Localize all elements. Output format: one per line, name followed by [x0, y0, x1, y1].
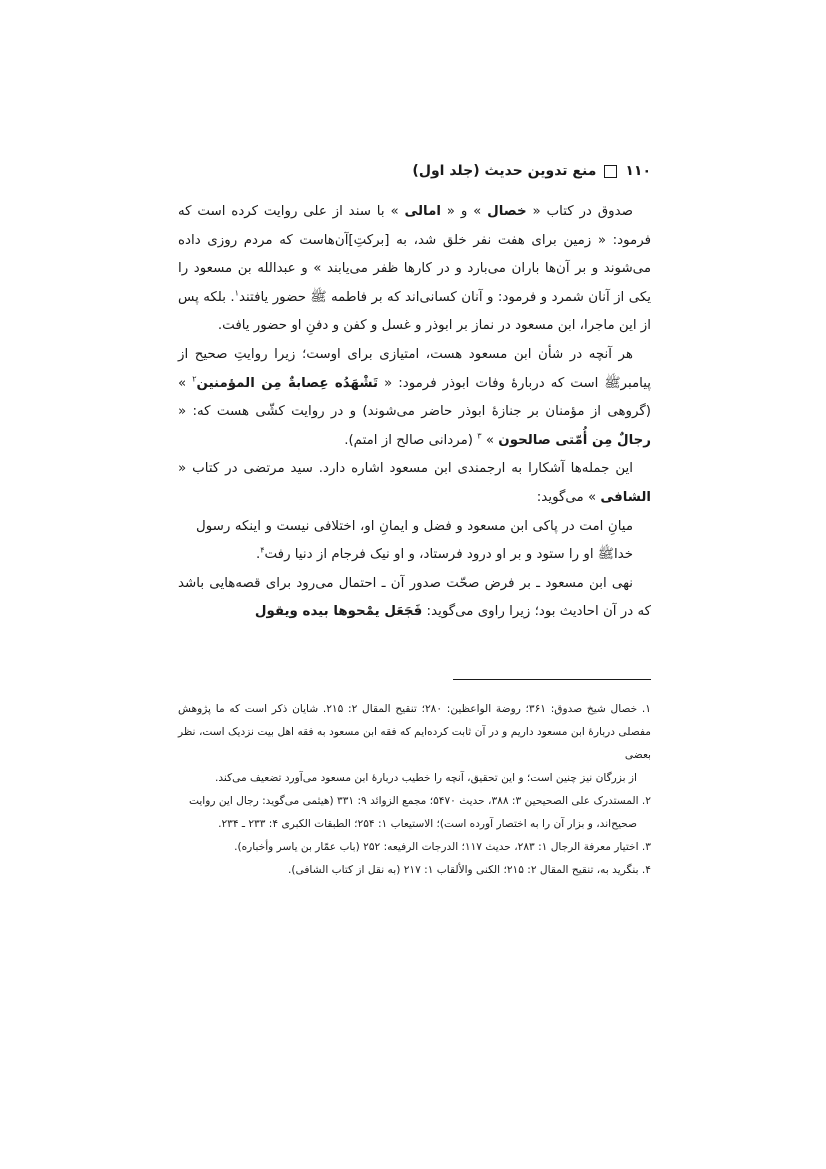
emphasis: امالی — [404, 204, 441, 219]
running-title: منع تدوین حدیث (جلد اول) — [412, 163, 597, 179]
footnote-ref[interactable]: ۳ — [477, 431, 482, 441]
footnotes — [178, 698, 651, 882]
paragraph: صدوق در کتاب « خصال » و « امالی » با سند از علی روایت کرده است که فرمود: « زمین برای هفت نفر خلق شد، به [برکتِ]آن‌هاست که مردم روزی داده می‌شوند و بر آن‌ها باران می‌بارد و در کارها ظفر می‌یابند » و عبدالله بن مسعود را یکی از آنان شمرد و فرمود: و آنان کسانی‌اند که بر فاطمه ﷺ حضور یافتند$^۱$. بلکه پس از این ماجرا، ابن مسعود در نماز بر ابوذر و غسل و کفن و دفنِ او حضور یافت. — [178, 204, 651, 334]
hadith-quote: فَجَعَل یمْحوها بیده ویقول — [254, 604, 423, 620]
footnote-ref[interactable]: ۲ — [192, 374, 197, 384]
footnote: ۴. بنگرید به، تنقیح المقال ۲: ۲۱۵؛ الکنی والألقاب ۱: ۲۱۷ (به نقل از کتاب الشافی). — [288, 863, 651, 876]
book-page — [178, 158, 651, 882]
square-ornament-icon — [604, 165, 617, 178]
footnote-ref[interactable]: ۱ — [234, 288, 239, 298]
emphasis: خصال — [487, 204, 527, 219]
paragraph: این جمله‌ها آشکارا به ارجمندی ابن مسعود اشاره دارد. سید مرتضی در کتاب « الشافی » می‌گوید: — [178, 461, 651, 505]
footnote: ۲. المستدرک علی الصحیحین ۳: ۳۸۸، حدیث ۵۴۷۰؛ مجمع الزوائد ۹: ۳۳۱ (هیثمی می‌گوید: رجال این روایت صحیح‌اند، و بزار آن را به اختصار آورده است)؛ الاستیعاب ۱: ۲۵۴؛ الطبقات الکبری ۴: ۲۳۳ ـ ۲۳۴. — [188, 794, 651, 830]
footnote: ۱. خصال شیخ صدوق: ۳۶۱؛ روضة الواعظین: ۲۸۰؛ تنقیح المقال ۲: ۲۱۵. شایان ذکر است که ما پژوهش مفصلی دربارهٔ ابن مسعود داریم و در آن ثابت کرده‌ایم که فقه ابن مسعود به فقه اهل بیت نزدیک است، نظر بعضی از بزرگان نیز چنین است؛ و این تحقیق، آنچه را خطیب دربارهٔ ابن مسعود می‌آورد تضعیف می‌کند. — [178, 702, 651, 784]
footnote-ref[interactable]: ۴ — [260, 545, 265, 555]
book-title: الشافی — [600, 489, 651, 505]
page-header — [178, 158, 651, 184]
page-number: ۱۱۰ — [625, 163, 651, 179]
paragraph: نهی ابن مسعود ـ بر فرض صحّت صدور آن ـ احتمال می‌رود برای قصه‌هایی باشد که در آن احادیث بود؛ زیرا راوی می‌گوید: فَجَعَل یمْحوها بیده ویقول — [178, 575, 651, 620]
block-quote: میانِ امت در پاکی ابن مسعود و فضل و ایمانِ او، اختلافی نیست و اینکه رسول خداﷺ او را ستود و بر او درود فرستاد، و او نیک فرجام از دنیا رفت$^۴$. — [196, 518, 633, 563]
footnote: ۳. اختیار معرفة الرجال ۱: ۲۸۳، حدیث ۱۱۷؛ الدرجات الرفیعه: ۲۵۲ (باب عمّار بن یاسر وأخباره). — [234, 840, 651, 853]
hadith-quote: رجالٌ مِن أُمّتی صالحون — [498, 432, 651, 448]
hadith-quote: تَشْهَدُه عِصابةٌ مِن المؤمنین — [196, 375, 379, 391]
paragraph: هر آنچه در شأن ابن مسعود هست، امتیازی برای اوست؛ زیرا روایتِ صحیح از پیامبرﷺ است که دربارهٔ وفات ابوذر فرمود: « تَشْهَدُه عِصابةٌ مِن المؤمنین$^۲$ » (گروهی از مؤمنان بر جنازهٔ ابوذر حاضر می‌شوند) و در روایت کشّی هست که: « رجالٌ مِن أُمّتی صالحون » $^۳$ (مردانی صالح از امتم). — [178, 346, 652, 448]
main-text — [178, 198, 651, 627]
footnote-divider — [453, 679, 651, 680]
